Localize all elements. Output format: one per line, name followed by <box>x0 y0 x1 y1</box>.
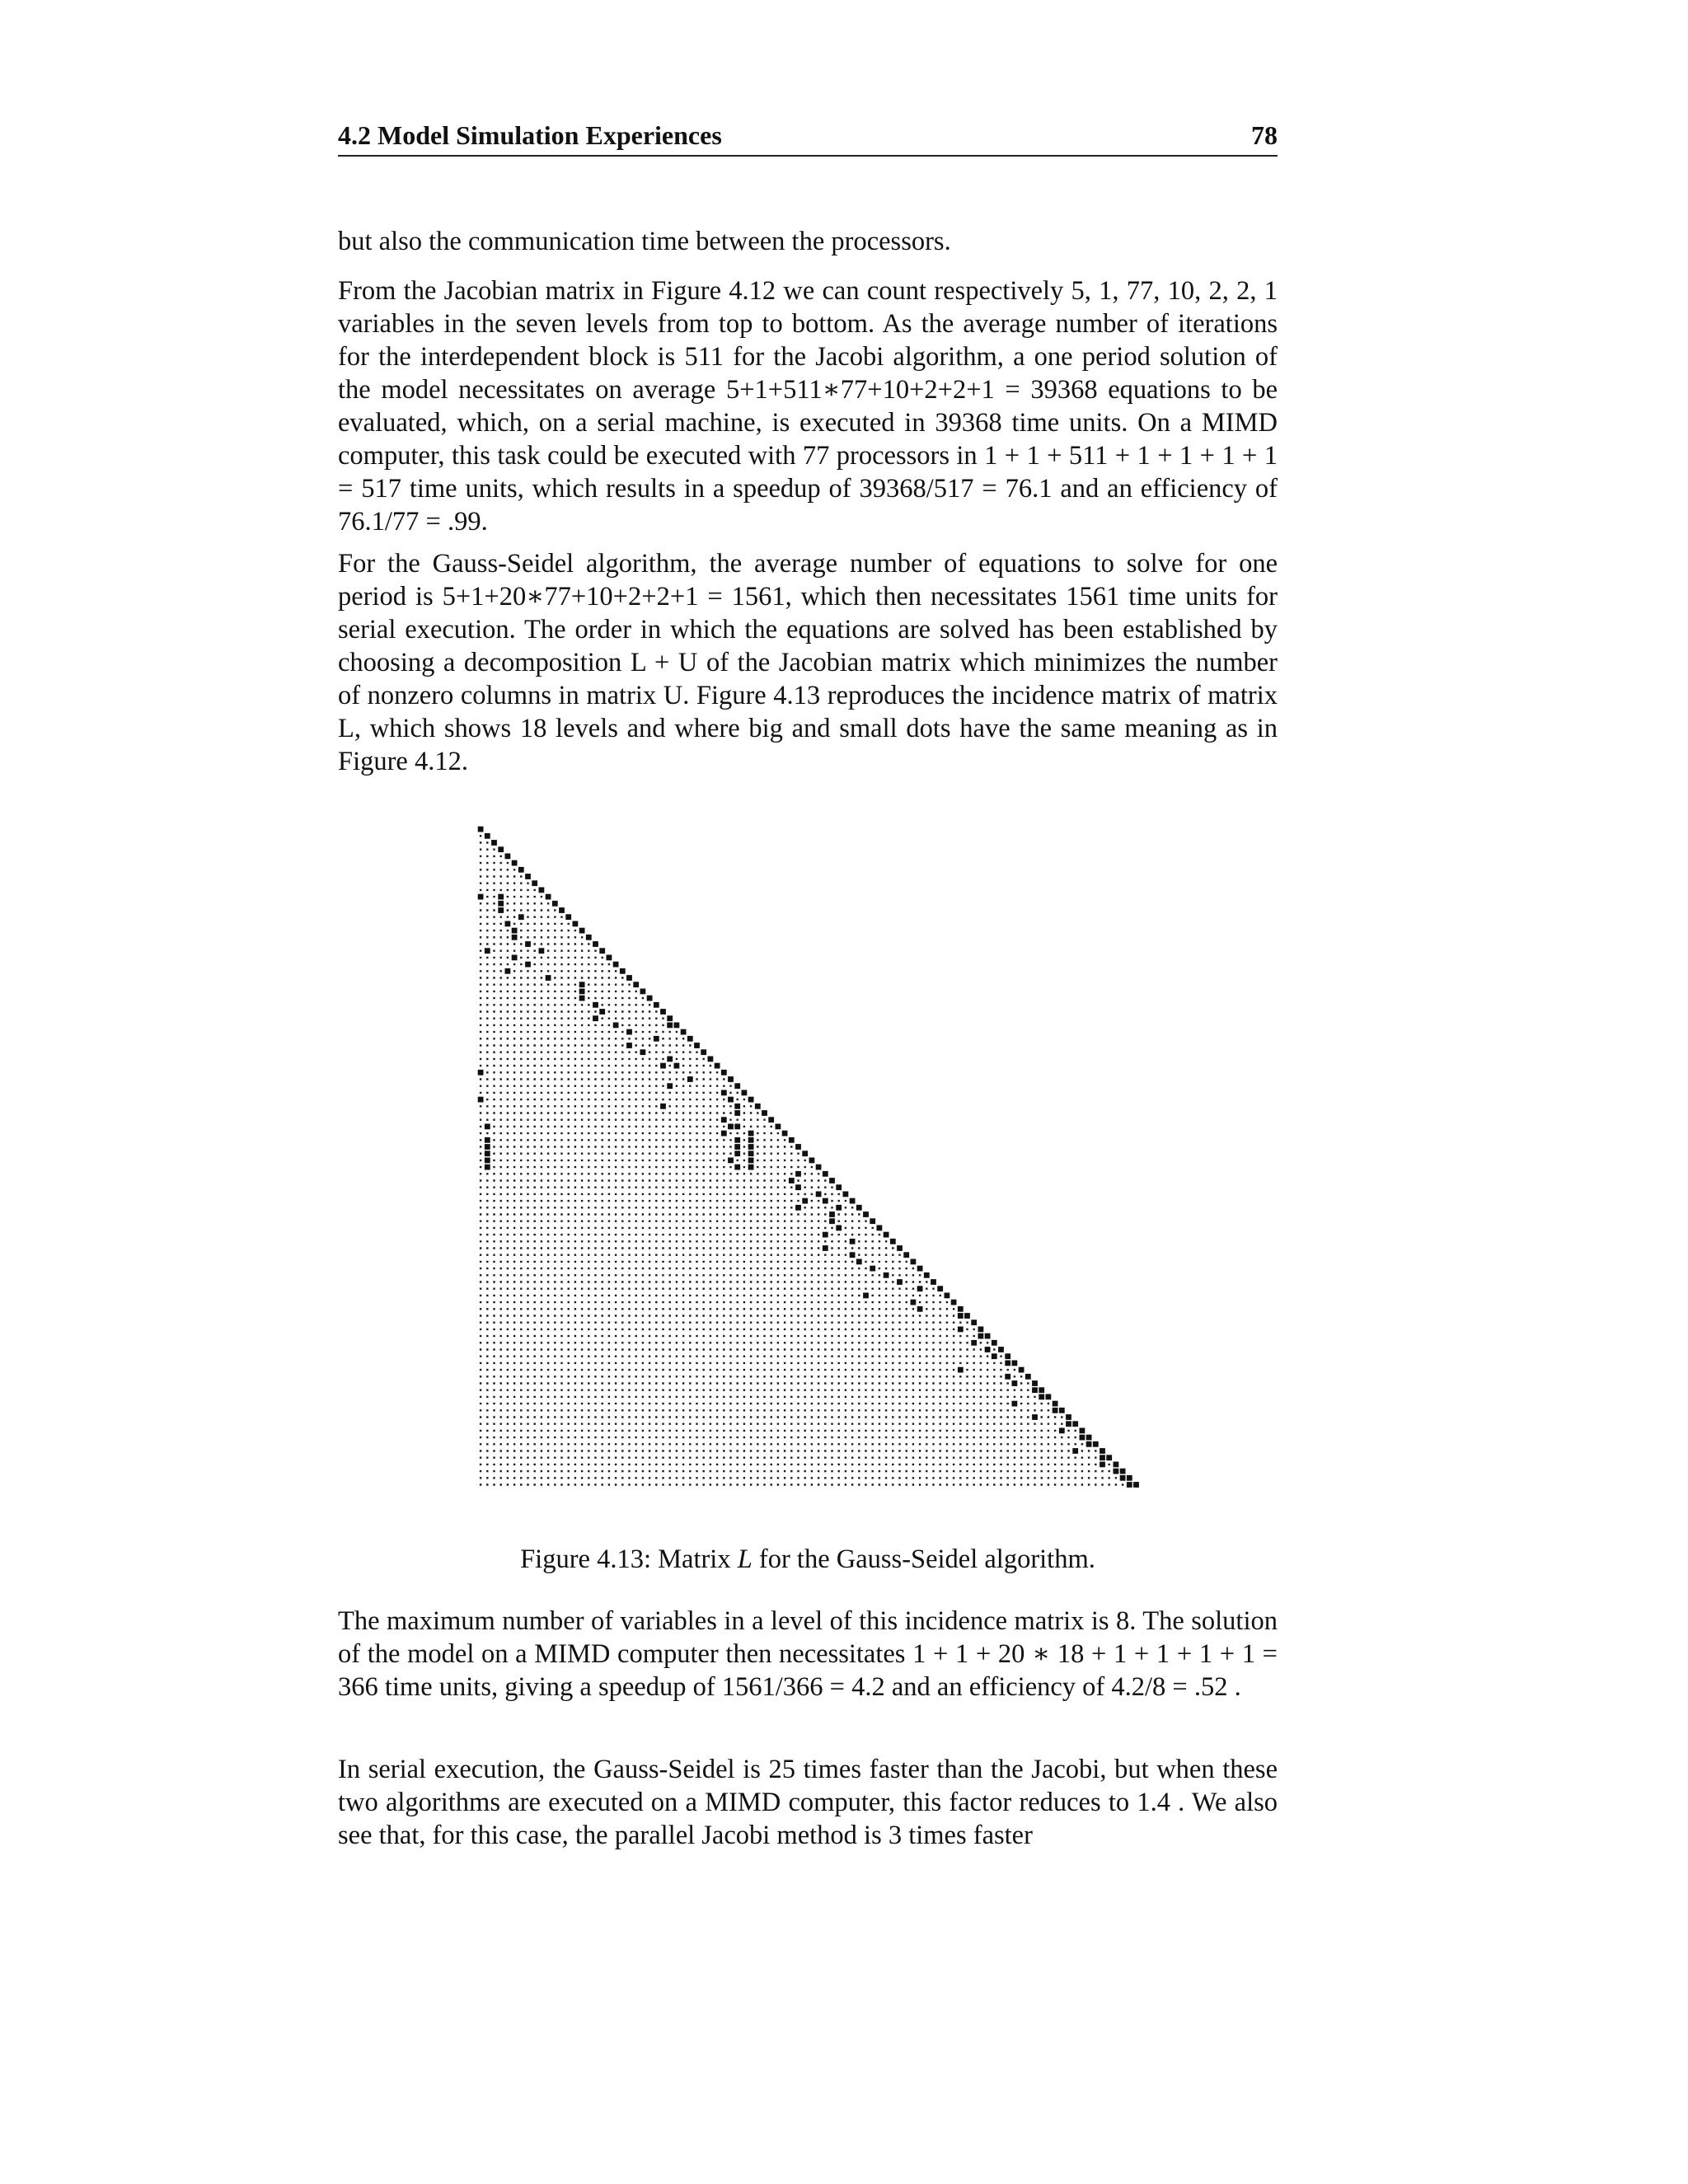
matrix-diagonal-entry <box>816 1165 822 1170</box>
matrix-nonzero-entry <box>823 1232 828 1238</box>
matrix-diagonal-entry <box>951 1300 957 1305</box>
matrix-diagonal-entry <box>884 1232 889 1238</box>
caption-symbol: L <box>737 1544 753 1574</box>
matrix-diagonal-entry <box>1080 1428 1085 1434</box>
matrix-diagonal-entry <box>890 1239 896 1244</box>
matrix-nonzero-entry <box>525 941 531 947</box>
matrix-nonzero-entry <box>1053 1408 1058 1413</box>
matrix-diagonal-entry <box>573 921 579 927</box>
matrix-diagonal-entry <box>660 1009 666 1015</box>
matrix-nonzero-entry <box>1100 1462 1105 1468</box>
matrix-diagonal-entry <box>742 1090 748 1096</box>
matrix-diagonal-entry <box>937 1286 943 1291</box>
matrix-diagonal-entry <box>755 1104 761 1109</box>
matrix-diagonal-entry <box>620 968 626 974</box>
matrix-nonzero-entry <box>850 1239 856 1244</box>
matrix-nonzero-entry <box>667 1057 673 1062</box>
paragraph-mimd-solution: The maximum number of variables in a level of this incidence matrix is 8. The solution of the model on a MIMD computer then necessitates 1 + 1 + 20 ∗ 18 + 1 + 1 + 1 + 1 = 366 time units, giving a speedup of 1561/366 = 4.2 and an efficiency of 4.2/8 = .52 . <box>338 1606 1278 1702</box>
paragraph-jacobi-speedup: From the Jacobian matrix in Figure 4.12 we can count respectively 5, 1, 77, 10, 2, 2, 1 variables in the seven levels from top to bottom. As the average number of iterations for the interdependent block is 511 for the Jacobi algorithm, a one period solution of the model necessitates on average 5+1+511∗77+10+2+2+1 = 39368 equations to be evaluated, which, on a serial machine, is executed in 39368 time units. On a MIMD computer, this task could be executed with 77 processors in 1 + 1 + 511 + 1 + 1 + 1 + 1 = 517 time units, which results in a speedup of 39368/517 = 76.1 and an efficiency of 76.1/77 = .99. <box>338 276 1278 537</box>
paragraph-comparison: In serial execution, the Gauss-Seidel is 25 times faster than the Jacobi, but when these two algorithms are executed on a MIMD computer, this factor reduces to 1.4 . We also see that, for this case, the parallel Jacobi method is 3 times faster <box>338 1755 1278 1850</box>
matrix-diagonal-entry <box>599 948 605 954</box>
matrix-nonzero-entry <box>579 982 585 987</box>
matrix-diagonal-entry <box>1019 1367 1025 1373</box>
matrix-l-plot <box>474 823 1142 1492</box>
matrix-nonzero-entry <box>654 1036 659 1042</box>
matrix-diagonal-entry <box>1093 1441 1099 1447</box>
matrix-nonzero-entry <box>795 1184 801 1190</box>
matrix-diagonal-entry <box>565 914 571 920</box>
matrix-nonzero-entry <box>870 1266 875 1272</box>
matrix-diagonal-entry <box>877 1226 883 1231</box>
paragraph-communication: but also the communication time between the processors. <box>338 227 951 256</box>
matrix-nonzero-entry <box>728 1097 734 1103</box>
matrix-diagonal-entry <box>795 1144 801 1150</box>
matrix-diagonal-entry <box>836 1184 842 1190</box>
matrix-nonzero-entry <box>626 1029 632 1035</box>
section-title: 4.2 Model Simulation Experiences <box>338 120 722 150</box>
matrix-diagonal-entry <box>681 1029 687 1035</box>
matrix-nonzero-entry <box>1005 1361 1010 1366</box>
matrix-diagonal-entry <box>903 1252 909 1258</box>
matrix-diagonal-entry <box>708 1057 714 1062</box>
matrix-diagonal-entry <box>1114 1462 1119 1468</box>
matrix-nonzero-entry <box>512 935 518 940</box>
matrix-diagonal-entry <box>762 1110 767 1116</box>
matrix-diagonal-entry <box>1005 1353 1010 1359</box>
matrix-nonzero-entry <box>539 948 545 954</box>
matrix-diagonal-entry <box>505 854 511 860</box>
matrix-diagonal-entry <box>802 1151 808 1156</box>
matrix-diagonal-entry <box>687 1036 693 1042</box>
matrix-nonzero-entry <box>734 1165 740 1170</box>
matrix-diagonal-entry <box>1025 1374 1031 1380</box>
matrix-diagonal-entry <box>768 1117 774 1122</box>
matrix-diagonal-entry <box>863 1212 869 1217</box>
matrix-diagonal-entry <box>1106 1455 1112 1460</box>
matrix-nonzero-entry <box>626 1043 632 1048</box>
matrix-nonzero-entry <box>478 1097 484 1103</box>
matrix-nonzero-entry <box>1039 1394 1044 1400</box>
matrix-nonzero-entry <box>525 962 531 968</box>
matrix-nonzero-entry <box>836 1226 842 1231</box>
matrix-nonzero-entry <box>795 1171 801 1177</box>
page-number: 78 <box>1251 120 1278 150</box>
matrix-nonzero-entry <box>485 1124 490 1130</box>
matrix-diagonal-entry <box>654 1002 659 1008</box>
matrix-nonzero-entry <box>485 1144 490 1150</box>
matrix-nonzero-entry <box>748 1158 754 1164</box>
matrix-diagonal-entry <box>728 1076 734 1082</box>
matrix-diagonal-entry <box>593 941 598 947</box>
matrix-diagonal-entry <box>924 1272 930 1278</box>
matrix-diagonal-entry <box>512 860 518 866</box>
matrix-diagonal-entry <box>1133 1482 1139 1488</box>
matrix-nonzero-entry <box>789 1178 795 1183</box>
matrix-nonzero-entry <box>971 1340 977 1346</box>
matrix-nonzero-entry <box>546 975 551 981</box>
matrix-nonzero-entry <box>985 1347 991 1352</box>
matrix-diagonal-entry <box>485 833 490 839</box>
matrix-diagonal-entry <box>850 1198 856 1204</box>
matrix-diagonal-entry <box>579 928 585 934</box>
matrix-diagonal-entry <box>552 901 558 907</box>
matrix-diagonal-entry <box>809 1158 815 1164</box>
matrix-nonzero-entry <box>728 1158 734 1164</box>
matrix-diagonal-entry <box>958 1306 964 1312</box>
matrix-diagonal-entry <box>701 1049 706 1055</box>
matrix-nonzero-entry <box>640 1049 646 1055</box>
matrix-nonzero-entry <box>734 1137 740 1143</box>
matrix-nonzero-entry <box>1114 1469 1119 1474</box>
matrix-nonzero-entry <box>667 1083 673 1089</box>
matrix-diagonal-entry <box>518 867 524 873</box>
matrix-nonzero-entry <box>734 1144 740 1150</box>
figure-caption <box>338 1543 1278 1576</box>
matrix-diagonal-entry <box>539 888 545 893</box>
matrix-nonzero-entry <box>485 948 490 954</box>
matrix-diagonal-entry <box>985 1333 991 1339</box>
matrix-nonzero-entry <box>728 1124 734 1130</box>
matrix-diagonal-entry <box>776 1124 781 1130</box>
matrix-nonzero-entry <box>593 1015 598 1021</box>
matrix-nonzero-entry <box>721 1090 727 1096</box>
matrix-diagonal-entry <box>498 846 504 852</box>
matrix-diagonal-entry <box>964 1313 970 1319</box>
matrix-diagonal-entry <box>715 1063 720 1069</box>
matrix-nonzero-entry <box>512 955 518 961</box>
matrix-nonzero-entry <box>748 1131 754 1137</box>
matrix-nonzero-entry <box>748 1137 754 1143</box>
matrix-diagonal-entry <box>998 1347 1004 1352</box>
matrix-nonzero-entry <box>958 1327 964 1333</box>
matrix-diagonal-entry <box>525 874 531 879</box>
matrix-nonzero-entry <box>485 1137 490 1143</box>
matrix-nonzero-entry <box>660 1063 666 1069</box>
matrix-diagonal-entry <box>694 1043 700 1048</box>
matrix-nonzero-entry <box>1072 1448 1078 1454</box>
matrix-diagonal-entry <box>640 989 646 995</box>
matrix-nonzero-entry <box>856 1259 862 1265</box>
matrix-nonzero-entry <box>674 1063 680 1069</box>
matrix-nonzero-entry <box>917 1286 923 1291</box>
matrix-nonzero-entry <box>823 1198 828 1204</box>
matrix-diagonal-entry <box>1053 1401 1058 1407</box>
matrix-nonzero-entry <box>958 1367 964 1373</box>
matrix-nonzero-entry <box>660 1104 666 1109</box>
matrix-nonzero-entry <box>721 1117 727 1122</box>
matrix-nonzero-entry <box>512 928 518 934</box>
matrix-diagonal-entry <box>911 1259 917 1265</box>
matrix-nonzero-entry <box>884 1272 889 1278</box>
matrix-nonzero-entry <box>485 1165 490 1170</box>
matrix-nonzero-entry <box>613 1023 619 1029</box>
matrix-nonzero-entry <box>478 1070 484 1076</box>
matrix-diagonal-entry <box>674 1023 680 1029</box>
matrix-diagonal-entry <box>1086 1435 1092 1441</box>
matrix-nonzero-entry <box>1127 1482 1132 1488</box>
matrix-diagonal-entry <box>734 1083 740 1089</box>
matrix-diagonal-entry <box>1012 1361 1018 1366</box>
matrix-nonzero-entry <box>478 894 484 900</box>
matrix-diagonal-entry <box>1127 1475 1132 1481</box>
matrix-nonzero-entry <box>579 996 585 1001</box>
matrix-nonzero-entry <box>687 1076 693 1082</box>
matrix-nonzero-entry <box>498 907 504 913</box>
matrix-nonzero-entry <box>1100 1455 1105 1460</box>
matrix-nonzero-entry <box>1059 1428 1065 1434</box>
matrix-diagonal-entry <box>647 996 653 1001</box>
matrix-diagonal-entry <box>870 1218 875 1224</box>
matrix-nonzero-entry <box>992 1353 997 1359</box>
matrix-nonzero-entry <box>1005 1374 1010 1380</box>
matrix-nonzero-entry <box>1032 1414 1038 1420</box>
matrix-nonzero-entry <box>1086 1441 1092 1447</box>
matrix-nonzero-entry <box>748 1165 754 1170</box>
matrix-nonzero-entry <box>1120 1475 1126 1481</box>
matrix-diagonal-entry <box>1039 1387 1044 1393</box>
matrix-nonzero-entry <box>795 1205 801 1211</box>
matrix-nonzero-entry <box>498 901 504 907</box>
incidence-matrix-figure <box>474 823 1142 1492</box>
matrix-nonzero-entry <box>958 1313 964 1319</box>
matrix-diagonal-entry <box>748 1097 754 1103</box>
matrix-nonzero-entry <box>1066 1421 1071 1427</box>
matrix-diagonal-entry <box>829 1178 835 1183</box>
matrix-nonzero-entry <box>748 1144 754 1150</box>
matrix-diagonal-entry <box>1120 1469 1126 1474</box>
matrix-diagonal-entry <box>917 1266 923 1272</box>
matrix-diagonal-entry <box>586 935 592 940</box>
matrix-diagonal-entry <box>1066 1414 1071 1420</box>
matrix-diagonal-entry <box>945 1293 950 1299</box>
matrix-nonzero-entry <box>734 1104 740 1109</box>
matrix-nonzero-entry <box>836 1205 842 1211</box>
matrix-diagonal-entry <box>856 1205 862 1211</box>
matrix-diagonal-entry <box>613 962 619 968</box>
matrix-nonzero-entry <box>734 1124 740 1130</box>
matrix-diagonal-entry <box>971 1319 977 1325</box>
matrix-diagonal-entry <box>843 1192 849 1197</box>
matrix-nonzero-entry <box>1080 1435 1085 1441</box>
matrix-diagonal-entry <box>1072 1421 1078 1427</box>
matrix-diagonal-entry <box>789 1137 795 1143</box>
matrix-diagonal-entry <box>607 955 612 961</box>
caption-suffix: for the Gauss-Seidel algorithm. <box>752 1544 1095 1574</box>
matrix-diagonal-entry <box>532 880 537 886</box>
matrix-nonzero-entry <box>816 1192 822 1197</box>
matrix-nonzero-entry <box>863 1293 869 1299</box>
matrix-nonzero-entry <box>917 1306 923 1312</box>
matrix-diagonal-entry <box>478 827 484 832</box>
matrix-nonzero-entry <box>721 1131 727 1137</box>
matrix-nonzero-entry <box>498 894 504 900</box>
matrix-nonzero-entry <box>1032 1387 1038 1393</box>
matrix-nonzero-entry <box>748 1151 754 1156</box>
matrix-diagonal-entry <box>931 1279 936 1285</box>
matrix-diagonal-entry <box>633 982 639 987</box>
matrix-nonzero-entry <box>734 1110 740 1116</box>
matrix-nonzero-entry <box>1012 1401 1018 1407</box>
matrix-nonzero-entry <box>1012 1380 1018 1386</box>
matrix-diagonal-entry <box>1046 1394 1052 1400</box>
matrix-nonzero-entry <box>802 1198 808 1204</box>
matrix-diagonal-entry <box>1059 1408 1065 1413</box>
paragraph-gauss-seidel: For the Gauss-Seidel algorithm, the average number of equations to solve for one period is 5+1+20∗77+10+2+2+1 = 1561, which then necessitates 1561 time units for serial execution. The order in which the equations are solved has been established by choosing a decomposition L + U of the Jacobian matrix which minimizes the number of nonzero columns in matrix U. Figure 4.13 reproduces the incidence matrix of matrix L, which shows 18 levels and where big and small dots have the same meaning as in Figure 4.12. <box>338 549 1278 776</box>
matrix-nonzero-entry <box>829 1212 835 1217</box>
matrix-diagonal-entry <box>667 1015 673 1021</box>
matrix-diagonal-entry <box>546 894 551 900</box>
matrix-nonzero-entry <box>518 914 524 920</box>
matrix-nonzero-entry <box>505 921 511 927</box>
matrix-diagonal-entry <box>1100 1448 1105 1454</box>
matrix-nonzero-entry <box>579 989 585 995</box>
matrix-diagonal-entry <box>897 1245 903 1251</box>
matrix-diagonal-entry <box>978 1327 984 1333</box>
matrix-nonzero-entry <box>667 1023 673 1029</box>
matrix-diagonal-entry <box>992 1340 997 1346</box>
matrix-nonzero-entry <box>978 1333 984 1339</box>
matrix-nonzero-entry <box>599 1009 605 1015</box>
matrix-diagonal-entry <box>823 1171 828 1177</box>
running-head <box>338 119 1278 157</box>
matrix-diagonal-entry <box>491 840 497 846</box>
matrix-nonzero-entry <box>505 968 511 974</box>
matrix-diagonal-entry <box>559 907 565 913</box>
matrix-nonzero-entry <box>850 1252 856 1258</box>
matrix-nonzero-entry <box>911 1300 917 1305</box>
matrix-nonzero-entry <box>897 1279 903 1285</box>
matrix-nonzero-entry <box>829 1218 835 1224</box>
matrix-nonzero-entry <box>485 1151 490 1156</box>
matrix-diagonal-entry <box>1032 1380 1038 1386</box>
matrix-nonzero-entry <box>823 1245 828 1251</box>
matrix-diagonal-entry <box>626 975 632 981</box>
matrix-nonzero-entry <box>485 1158 490 1164</box>
matrix-diagonal-entry <box>721 1070 727 1076</box>
matrix-diagonal-entry <box>782 1131 788 1137</box>
caption-prefix: Figure 4.13: Matrix <box>520 1544 738 1574</box>
matrix-nonzero-entry <box>593 1002 598 1008</box>
matrix-nonzero-entry <box>734 1151 740 1156</box>
